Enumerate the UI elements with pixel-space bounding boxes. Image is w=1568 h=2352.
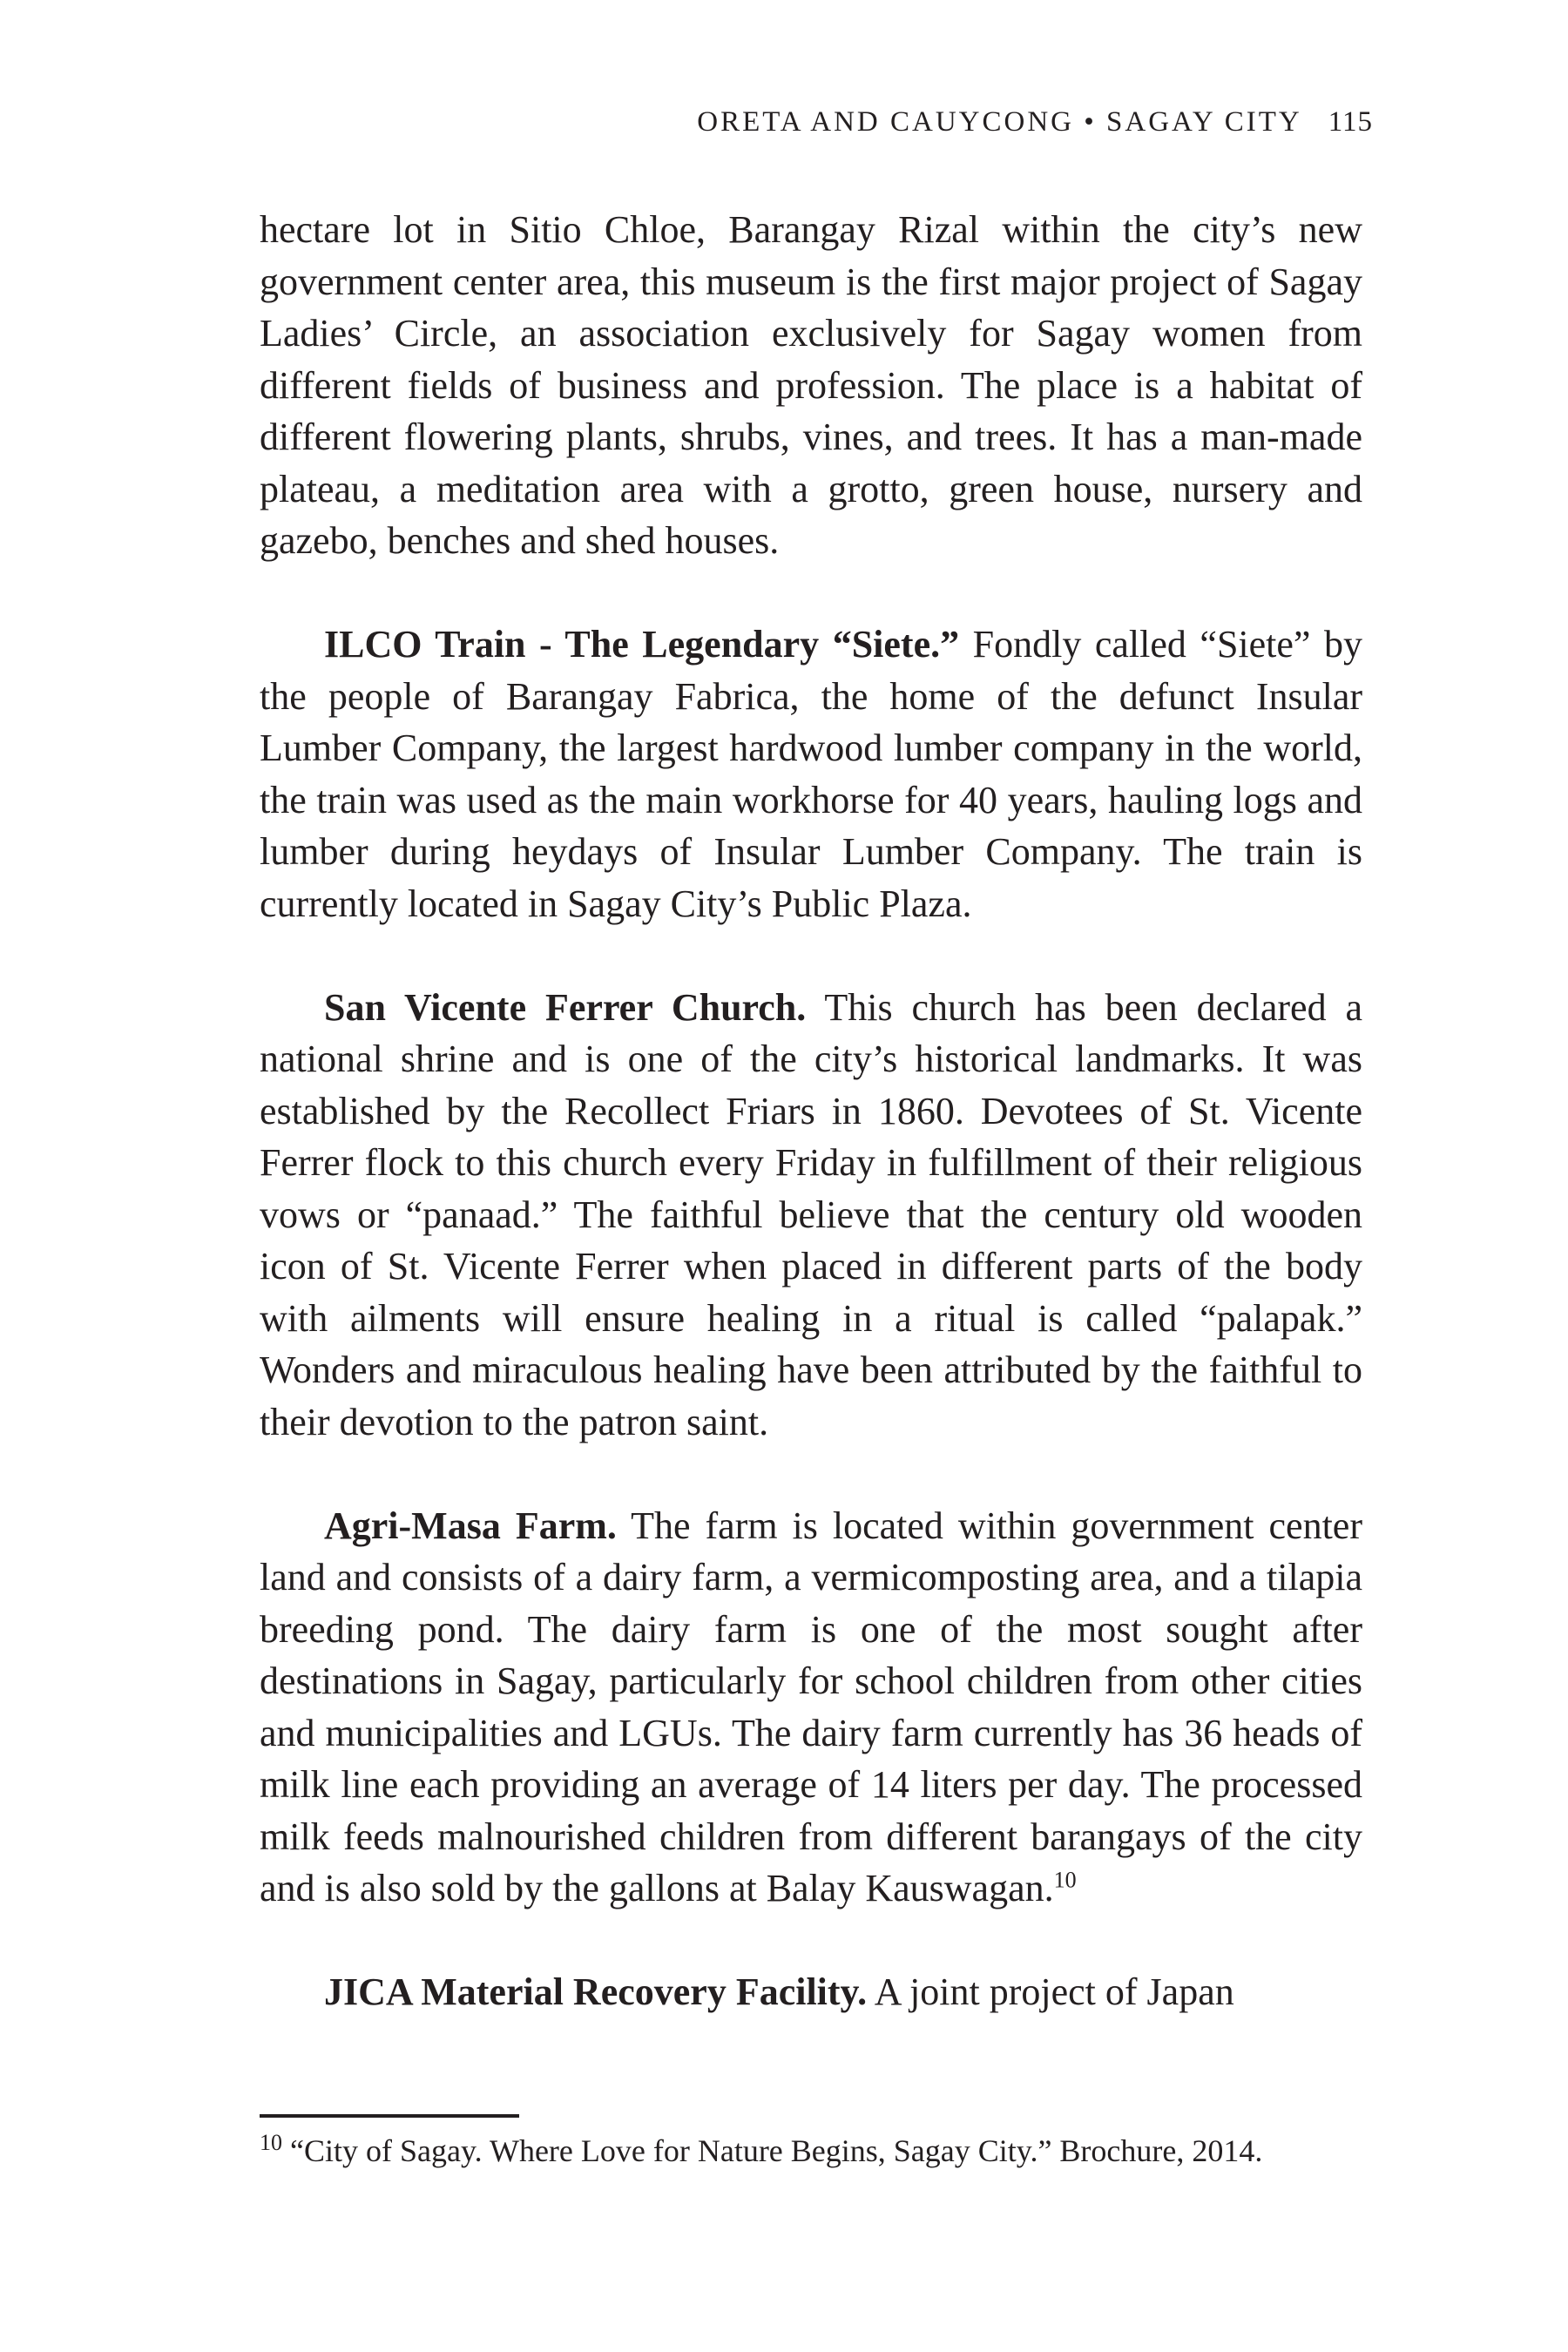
entry-term: San Vicente Ferrer Church. bbox=[324, 985, 807, 1029]
body-text bbox=[260, 204, 1362, 2018]
entry-text: This church has been declared a national shrine and is one of the city’s historical landmarks. It was established by the Recollect Friars in 1860. Devotees of St. Vicente Ferrer flock to this church every Friday in fulfillment of their religious vows or “panaad.” The faithful believe that the century old wooden icon of St. Vicente Ferrer when placed in different parts of the body with ailments will ensure healing in a ritual is called “palapak.” Wonders and miraculous healing have been attributed by the faithful to their devotion to the patron saint. bbox=[260, 985, 1363, 1443]
entry-san-vicente-ferrer-church bbox=[260, 982, 1362, 1449]
entry-ilco-train bbox=[260, 618, 1362, 929]
running-head bbox=[697, 106, 1373, 139]
footnote-reference: 10 bbox=[1053, 1867, 1077, 1893]
running-title: ORETA AND CAUYCONG • SAGAY CITY bbox=[697, 106, 1302, 138]
footnote-divider bbox=[260, 2114, 519, 2118]
entry-agri-masa-farm bbox=[260, 1500, 1362, 1915]
entry-text: The farm is located within government center land and consists of a dairy farm, a vermicomposting area, and a tilapia breeding pond. The dairy farm is one of the most sought after destinations in Sagay, particularly for school children from other cities and municipalities and LGUs. The dairy farm currently has 36 heads of milk line each providing an average of 14 liters per day. The processed milk feeds malnourished children from different barangays of the city and is also sold by the gallons at Balay Kauswagan. bbox=[260, 1504, 1362, 1909]
footnote-number: 10 bbox=[260, 2130, 282, 2155]
entry-text: A joint project of Japan bbox=[874, 1970, 1234, 2013]
footnote-text: “City of Sagay. Where Love for Nature Begins, Sagay City.” Brochure, 2014. bbox=[290, 2133, 1263, 2168]
entry-term: JICA Material Recovery Facility. bbox=[324, 1970, 868, 2013]
continued-paragraph: hectare lot in Sitio Chloe, Barangay Rizal within the city’s new government center area, this museum is the first major project of Sagay Ladies’ Circle, an association exclusively for Sagay women from different fields of business and profession. The place is a habitat of different flowering plants, shrubs, vines, and trees. It has a man-made plateau, a meditation area with a grotto, green house, nursery and gazebo, benches and shed houses. bbox=[260, 208, 1362, 562]
entry-term: ILCO Train - The Legendary “Siete.” bbox=[324, 623, 960, 666]
entry-term: Agri-Masa Farm. bbox=[324, 1504, 617, 1547]
footnote bbox=[260, 2131, 1392, 2171]
entry-text: Fondly called “Siete” by the people of Barangay Fabrica, the home of the defunct Insular Lumber Company, the largest hardwood lumber company in the world, the train was used as the main workhorse for 40 years, hauling logs and lumber during heydays of Insular Lumber Company. The train is currently located in Sagay City’s Public Plaza. bbox=[260, 623, 1362, 925]
page-number: 115 bbox=[1328, 106, 1373, 138]
entry-jica-material-recovery-facility bbox=[260, 1966, 1362, 2018]
